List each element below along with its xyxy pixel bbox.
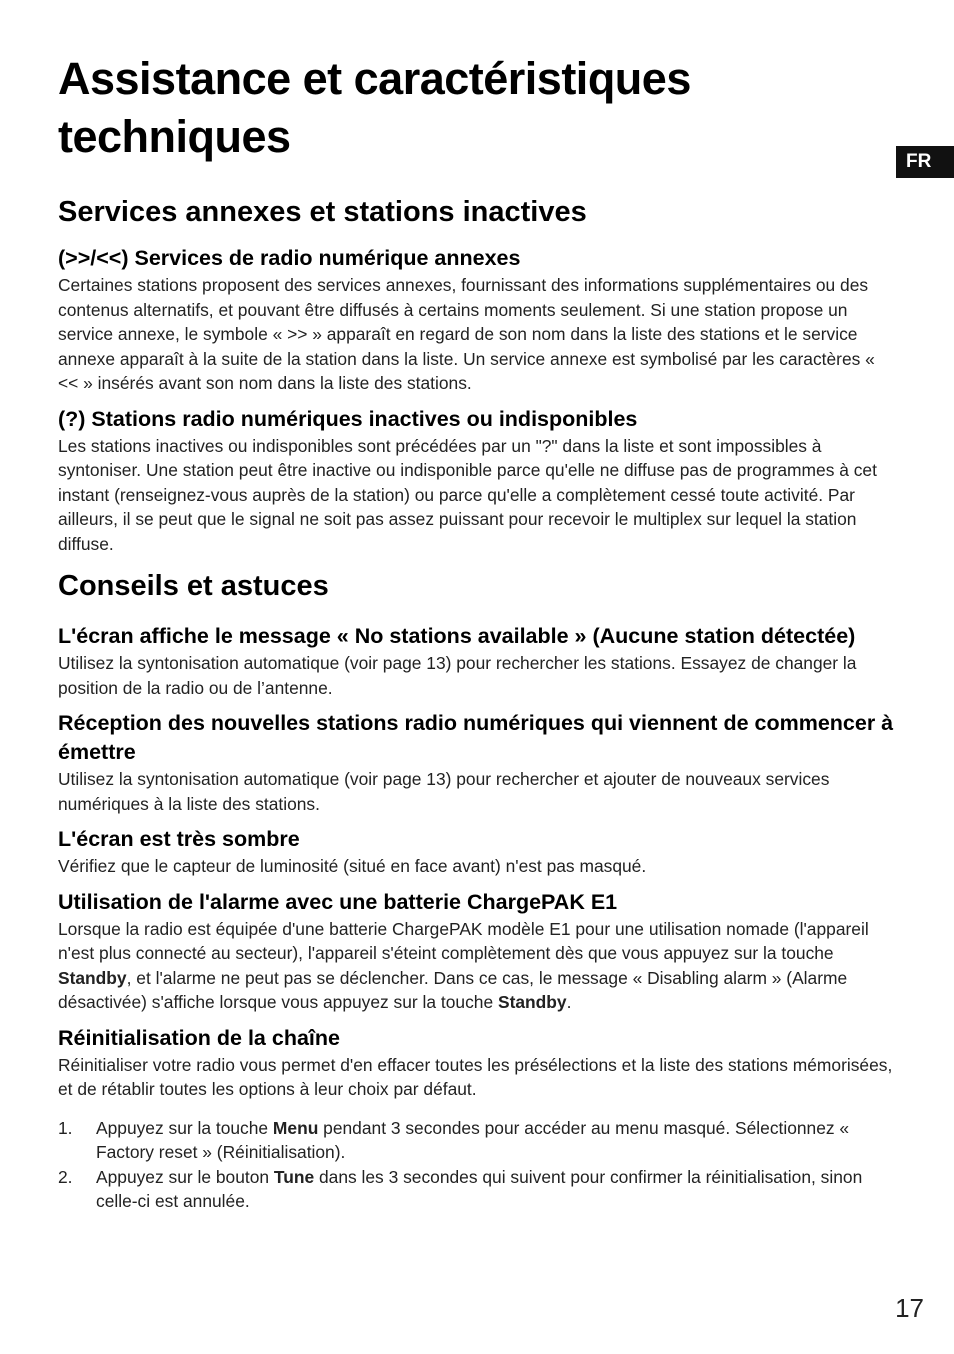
- paragraph-new-stations: Utilisez la syntonisation automatique (voir page 13) pour rechercher et ajouter de nouveaux services numériques à la liste des stations.: [58, 769, 830, 814]
- section-heading-tips: Conseils et astuces: [58, 570, 329, 602]
- menu-key-label: Menu: [272, 1117, 319, 1138]
- step-number: 1.: [58, 1117, 73, 1138]
- paragraph-inactive-stations: Les stations inactives ou indisponibles sont précédées par un "?" dans la liste et sont impossibles à syntoniser. Une station peut être inactive ou indisponible parce qu'elle ne diffuse pas de programmes à cet instant (renseignez-vous auprès de la station) ou parce qu'elle a complètement cessé toute activité. Par ailleurs, il se peut que le signal ne soit pas assez puissant pour recevoir le multiplex sur lequel la station diffuse.: [58, 435, 877, 554]
- language-tab: FR: [896, 146, 954, 178]
- subheading-new-stations: Réception des nouvelles stations radio numériques qui viennent de commencer à émettre: [58, 711, 894, 764]
- section-heading-services: Services annexes et stations inactives: [58, 196, 587, 228]
- alarm-text-b: , et l'alarme ne peut pas se déclencher. Dans ce cas, le message « Disabling alarm » (Alarme désactivée) s'affiche lorsque vous appuyez sur la touche: [58, 967, 848, 1012]
- list-item: [58, 1165, 894, 1214]
- paragraph-reset: Réinitialiser votre radio vous permet d'en effacer toutes les présélections et la liste des stations mémorisées, et de rétablir toutes les options à leur choix par défaut.: [58, 1054, 893, 1099]
- tune-button-label: Tune: [273, 1166, 315, 1187]
- step-text: dans les 3 secondes qui suivent pour confirmer la réinitialisation, sinon celle-ci est annulée.: [96, 1166, 863, 1211]
- subheading-no-stations: L'écran affiche le message « No stations available » (Aucune station détectée): [58, 624, 856, 648]
- step-text: Appuyez sur la touche: [96, 1117, 273, 1138]
- step-text: Appuyez sur le bouton: [96, 1166, 274, 1187]
- paragraph-dark-screen: Vérifiez que le capteur de luminosité (situé en face avant) n'est pas masqué.: [58, 856, 647, 876]
- step-text: pendant 3 secondes pour accéder au menu masqué. Sélectionnez « Factory reset » (Réinitialisation).: [96, 1117, 850, 1162]
- alarm-text-c: .: [566, 992, 572, 1012]
- page-number: 17: [895, 1293, 924, 1323]
- subheading-alarm-battery: Utilisation de l'alarme avec une batterie ChargePAK E1: [58, 889, 618, 914]
- page-content: [58, 50, 894, 1214]
- standby-key-label: Standby: [58, 967, 127, 988]
- paragraph-annex-services: Certaines stations proposent des services annexes, fournissant des informations supplémentaires ou des contenus alternatifs, et pouvant être diffusés à certains moments seulement. Si une station propose un service annexe, le symbole « >> » apparaît en regard de son nom dans la liste des stations et le service annexe apparaît à la suite de la station dans la liste. Un service annexe est symbolisé par les caractères « << » insérés avant son nom dans la liste des stations.: [58, 275, 875, 393]
- standby-key-label-2: Standby: [497, 992, 567, 1012]
- subheading-dark-screen: L'écran est très sombre: [58, 827, 300, 851]
- page-title: Assistance et caractéristiques techniques: [58, 53, 691, 162]
- subheading-annex-services: (>>/<<) Services de radio numérique annexes: [58, 246, 521, 270]
- subheading-reset: Réinitialisation de la chaîne: [58, 1025, 340, 1050]
- list-item: [58, 1116, 894, 1165]
- subheading-inactive-stations: (?) Stations radio numériques inactives ou indisponibles: [58, 406, 638, 431]
- paragraph-no-stations: Utilisez la syntonisation automatique (voir page 13) pour rechercher les stations. Essayez de changer la position de la radio ou de l’antenne.: [58, 653, 857, 698]
- alarm-text-a: Lorsque la radio est équipée d'une batterie ChargePAK modèle E1 pour une utilisation nomade (l'appareil n'est plus connecté au secteur), l'appareil s'éteint complètement dès que vous appuyez sur la touche: [58, 918, 869, 963]
- reset-steps-list: [58, 1116, 894, 1214]
- step-number: 2.: [58, 1166, 73, 1187]
- paragraph-alarm-battery: [58, 917, 894, 1015]
